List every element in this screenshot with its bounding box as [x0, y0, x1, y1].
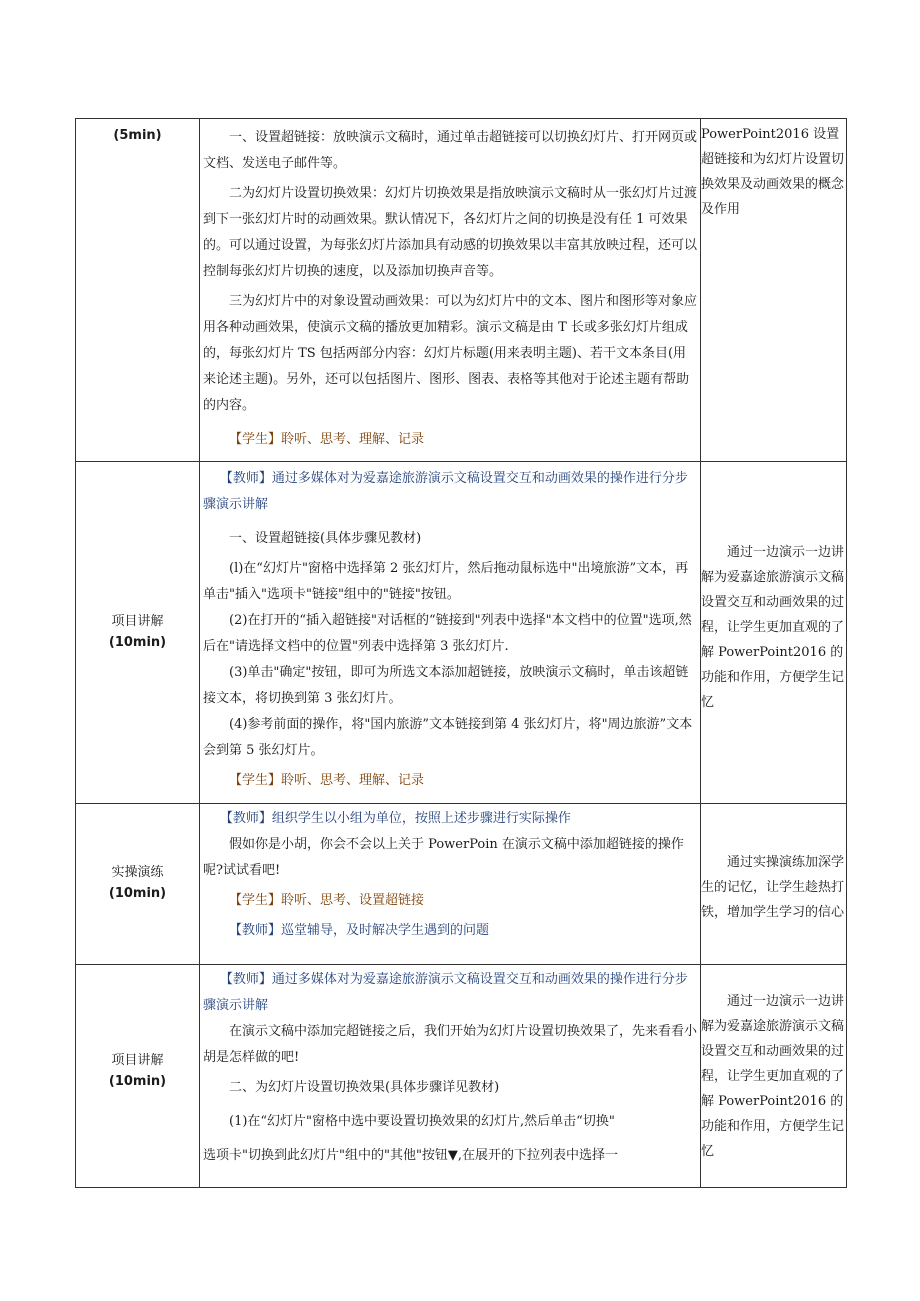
content-cell — [200, 119, 701, 462]
design-note: PowerPoint2016 设置超链接和为幻灯片设置切换效果及动画效果的概念及作用 — [701, 127, 845, 217]
student-tag: 【学生】 — [229, 773, 282, 788]
phase-name: 项目讲解 — [111, 613, 164, 629]
teacher-tag: 【教师】 — [219, 811, 272, 826]
design-note: 通过一边演示一边讲解为爱嘉途旅游演示文稿设置交互和动画效果的过程，让学生更加直观的了解 PowerPoint2016 的功能和作用，方便学生记忆 — [701, 545, 845, 710]
phase-name: 实操演练 — [111, 865, 164, 880]
paragraph: 二为幻灯片设置切换效果：幻灯片切换效果是指放映演示文稿时从一张幻灯片过渡到下一张幻灯片时的动画效果。默认情况下，各幻灯片之间的切换是没有任 1 可效果的。可以通过设置，为每张幻灯片添加具有动感的切换效果以丰富其放映过程，还可以控制每张幻灯片切换的速度，以及添加切换声音等。 — [203, 186, 698, 279]
step: (3)单击"确定"按钮，即可为所选文本添加超链接，放映演示文稿时，单击该超链接文本，将切换到第 3 张幻灯片。 — [203, 665, 689, 706]
teacher-activity — [203, 967, 697, 1019]
table-row — [76, 462, 847, 804]
teacher-tag: 【教师】 — [229, 923, 282, 938]
phase-cell — [76, 462, 200, 804]
student-activity — [203, 888, 697, 914]
phase-cell — [76, 804, 200, 965]
student-tag: 【学生】 — [229, 893, 282, 908]
paragraph: 假如你是小胡，你会不会以上关于 PowerPoin 在演示文稿中添加超链接的操作呢?试试看吧! — [203, 837, 684, 878]
phase-duration: (10min) — [108, 1074, 167, 1089]
student-text: 聆听、思考、设置超链接 — [281, 893, 425, 908]
phase-cell — [76, 965, 200, 1188]
student-activity — [203, 427, 697, 453]
note-cell — [701, 119, 847, 462]
content-cell — [200, 804, 701, 965]
teacher-tag: 【教师】 — [219, 471, 272, 486]
design-note: 通过一边演示一边讲解为爱嘉途旅游演示文稿设置交互和动画效果的过程，让学生更加直观的了解 PowerPoint2016 的功能和作用，方便学生记忆 — [701, 994, 845, 1159]
step: (1)在“幻灯片"窗格中选中要设置切换效果的幻灯片,然后单击“切换" — [229, 1114, 615, 1129]
step: (l)在“幻灯片"窗格中选择第 2 张幻灯片，然后拖动鼠标选中"出境旅游”文本，再单击"插入"选项卡"链接"组中的"链接"按钮。 — [203, 561, 689, 602]
student-text: 聆听、思考、理解、记录 — [281, 432, 425, 447]
teacher-activity — [203, 466, 697, 518]
phase-duration: (10min) — [108, 634, 167, 650]
student-tag: 【学生】 — [229, 432, 282, 447]
lesson-plan-table — [75, 118, 847, 1188]
note-cell — [701, 804, 847, 965]
phase-duration: (5min) — [113, 128, 162, 143]
student-text: 聆听、思考、理解、记录 — [281, 773, 425, 788]
table-row — [76, 119, 847, 462]
teacher-text: 组织学生以小组为单位，按照上述步骤进行实际操作 — [271, 811, 571, 826]
step: (4)参考前面的操作，将"国内旅游”文本链接到第 4 张幻灯片，将"周边旅游”文本会到第 5 张幻灯片。 — [203, 717, 693, 758]
content-cell — [200, 965, 701, 1188]
step: (2)在打开的“插入超链接"对话框的“链接到"列表中选择"本文档中的位置"选项,然后在"请选择文档中的位置"列表中选择第 3 张幻灯片. — [203, 613, 692, 654]
step-continued: 选项卡"切换到此幻灯片"组中的"其他"按钮▼,在展开的下拉列表中选择一 — [203, 1148, 619, 1163]
phase-name: 项目讲解 — [111, 1053, 164, 1068]
content-cell — [200, 462, 701, 804]
phase-cell — [76, 119, 200, 462]
teacher-text: 通过多媒体对为爱嘉途旅游演示文稿设置交互和动画效果的操作进行分步骤演示讲解 — [203, 471, 688, 512]
paragraph: 一、设置超链接：放映演示文稿时，通过单击超链接可以切换幻灯片、打开网页或文档、发送电子邮件等。 — [203, 130, 698, 171]
teacher-tag: 【教师】 — [219, 972, 272, 987]
teacher-activity — [203, 918, 697, 944]
table-row — [76, 965, 847, 1188]
section-heading: 二、为幻灯片设置切换效果(具体步骤详见教材) — [229, 1080, 500, 1095]
student-activity — [203, 768, 697, 794]
note-cell — [701, 462, 847, 804]
phase-duration: (10min) — [108, 886, 167, 901]
design-note: 通过实操演练加深学生的记忆，让学生趁热打铁，增加学生学习的信心 — [701, 855, 845, 920]
teacher-text: 通过多媒体对为爱嘉途旅游演示文稿设置交互和动画效果的操作进行分步骤演示讲解 — [203, 972, 688, 1013]
paragraph: 三为幻灯片中的对象设置动画效果：可以为幻灯片中的文本、图片和图形等对象应用各种动画效果，使演示文稿的播放更加精彩。演示文稿是由 T 长或多张幻灯片组成的，每张幻灯片 TS 包括两部分内容：幻灯片标题(用来表明主题)、若干文本条目(用来论述主题)。另外，还可以包括图片、图形、图表、表格等其他对于论述主题有帮助的内容。 — [203, 294, 698, 413]
table-row — [76, 804, 847, 965]
section-heading: 一、设置超链接(具体步骤见教材) — [229, 531, 422, 546]
teacher-text: 巡堂辅导，及时解决学生遇到的问题 — [281, 923, 490, 938]
teacher-activity — [203, 806, 697, 832]
paragraph: 在演示文稿中添加完超链接之后，我们开始为幻灯片设置切换效果了，先来看看小胡是怎样做的吧! — [203, 1024, 698, 1065]
note-cell — [701, 965, 847, 1188]
